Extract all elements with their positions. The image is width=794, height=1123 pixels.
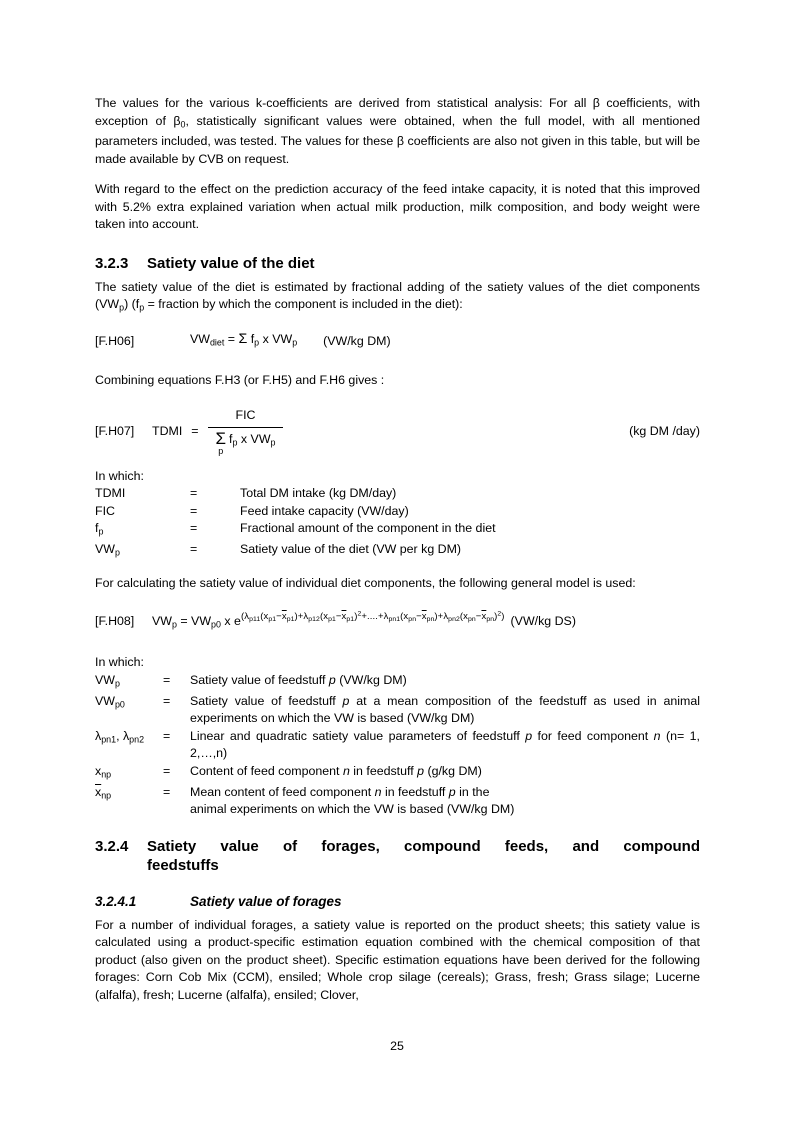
definition-equals: = [190,542,198,557]
definition-rows [95,485,700,562]
fraction [208,408,284,456]
in-which-label: In which: [95,655,144,670]
section-title [147,837,700,875]
section-number: 3.2.3 [95,254,129,272]
subsection-heading-3-2-4-1 [95,893,700,911]
definition-list-2 [95,654,700,818]
definition-text: Fractional amount of the component in the diet [240,521,496,536]
paragraph-satiety-diet-intro: The satiety value of the diet is estimated by fractional adding of the satiety values of the diet components $(VW_p) (f_p$ = fraction by which the component is included in the diet): [95,279,700,313]
definition-equals: = [163,763,171,778]
equation-fh08-body [152,606,505,634]
definition-equals: = [163,693,171,708]
equation-fh07 [95,408,700,456]
definition-term: $\overline{x}_{np}$ [95,784,112,801]
definition-term: $x_{np}$ [95,763,112,780]
section-title: Satiety value of the diet [147,254,315,272]
paragraph-prediction-accuracy: With regard to the effect on the prediction accuracy of the feed intake capacity, it is noted that this improved with 5.2% extra explained variation when actual milk production, milk composition, and body weight were taken into account. [95,182,700,232]
definition-equals: = [163,728,171,743]
equation-fh07-unit: (kg DM /day) [629,424,700,439]
equation-fh06-body: $VW_{diet} = \Sigma$ $f_p$ x $VW_p$ [190,331,298,348]
paragraph-general-model: For calculating the satiety value of individual diet components, the following general model is used: [95,576,636,591]
page-number: 25 [390,1038,404,1053]
equation-fh06-tag: [F.H06] [95,334,135,349]
definition-equals: = [190,521,198,536]
definition-text: Satiety value of the diet (VW per kg DM) [240,542,462,557]
definition-text: Satiety value of feedstuff p at a mean composition of the feedstuff as used in animal experiments on which the VW is based (VW/kg DM) [190,693,700,726]
equation-fh07-lhs: TDMI [152,424,183,439]
definition-term: $VW_p$ [95,672,120,689]
definition-text: Mean content of feed component n in feedstuff p in the animal experiments on which the VW is based (VW/kg DM) [190,784,515,817]
definition-term: $VW_{p0}$ [95,693,125,710]
equals-sign: = [191,424,199,439]
equation-fh08-base: $VW_p = VW_{p0}$ x e [152,614,241,630]
section-heading-3-2-4 [95,837,700,875]
definition-term: $\lambda_{pn1}$, $\lambda_{pn2}$ [95,728,145,745]
definition-text: Content of feed component n in feedstuff p (g/kg DM) [190,763,482,778]
definition-text: Feed intake capacity (VW/day) [240,503,409,518]
definition-term: $f_p$ [95,521,104,537]
section-title-line2: feedstuffs [147,856,219,874]
definition-equals: = [163,672,171,687]
denominator-terms: $f_p$ x $VW_p$ [229,431,276,448]
definition-term: TDMI [95,486,126,501]
sigma-operator [215,428,227,456]
equation-fh08 [95,606,700,634]
definition-equals: = [190,503,198,518]
section-title-line1: Satiety value of forages, compound feeds, and compound [147,837,700,855]
paragraph-k-coefficients: The values for the various k-coefficients are derived from statistical analysis: For all β coefficients, with exception of $\beta_0$, statistically significant values were obtained, when the full model, with all mentioned parameters included, was tested. The values for these β coefficients are also not given in this table, but will be made available by CVB on request. [95,96,700,166]
section-number: 3.2.4 [95,837,129,855]
definition-equals: = [163,784,171,799]
definition-equals: = [190,486,198,501]
definition-text: Linear and quadratic satiety value parameters of feedstuff p for feed component n (n= 1, 2,…,n) [190,728,700,761]
equation-fh07-tag: [F.H07] [95,424,135,439]
paragraph-forages: For a number of individual forages, a satiety value is reported on the product sheets; this satiety value is calculated using a product-specific estimation equation combined with the chemical composition of that product (also given on the product sheet). Specific estimation equations have been derived for the following forages: Corn Cob Mix (CCM), ensiled; Whole crop silage (cereals); Grass, fresh; Grass silage; Lucerne (alfalfa), fresh; Lucerne (alfalfa), ensiled; Clover, [95,917,700,1002]
equation-fh06-unit: (VW/kg DM) [323,334,391,349]
definition-term: $VW_p$ [95,542,120,558]
paragraph-combining-equations: Combining equations F.H3 (or F.H5) and F.H6 gives : [95,373,385,388]
sigma-symbol: Σ [215,428,227,448]
definition-text: Satiety value of feedstuff p (VW/kg DM) [190,672,407,687]
fraction-numerator: FIC [235,407,256,422]
equation-fh06 [95,331,700,352]
definition-term: FIC [95,503,115,518]
definition-text: Total DM intake (kg DM/day) [240,486,397,501]
definition-rows [95,672,700,819]
sigma-index: p [218,445,224,456]
equation-fh08-exponent: (λp11(xp1−xp1)+λp12(xp1−xp1)2+....+λpn1(xpn−xpn)+λpn2(xpn−xpn)2) [240,610,505,624]
equation-fh08-tag: [F.H08] [95,614,135,629]
section-heading-3-2-3 [95,254,700,273]
fraction-denominator [208,427,284,456]
in-which-label: In which: [95,468,144,483]
equation-fh08-unit: (VW/kg DS) [510,614,576,629]
subsection-number: 3.2.4.1 [95,893,137,909]
definition-list-1 [95,468,700,562]
subsection-title: Satiety value of forages [190,893,342,909]
